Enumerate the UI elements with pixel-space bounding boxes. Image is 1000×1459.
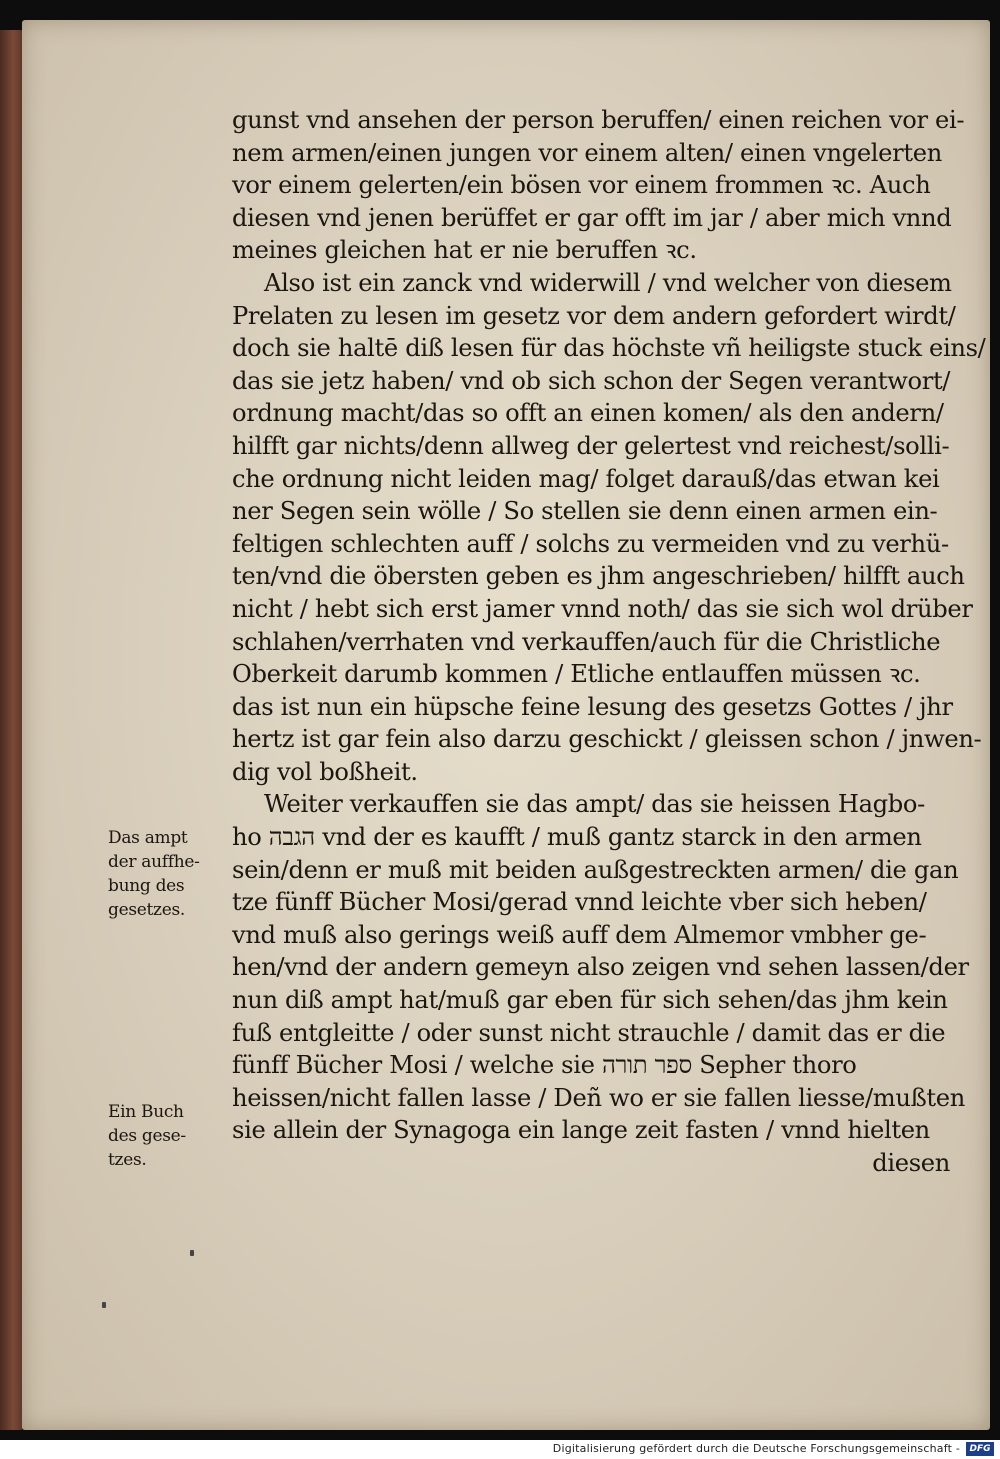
- text-line: ordnung macht/das so offt an einen komen/ als den andern/: [232, 399, 944, 428]
- text-line: ner Segen sein wölle / So stellen sie denn einen armen ein-: [232, 497, 938, 526]
- text-line: heissen/nicht fallen lasse / Deñ wo er sie fallen liesse/mußten: [232, 1083, 965, 1112]
- text-line: hilfft gar nichts/denn allweg der gelertest vnd reichest/solli-: [232, 431, 950, 460]
- text-line: tze fünff Bücher Mosi/gerad vnnd leichte vber sich heben/: [232, 888, 927, 917]
- text-line: fünff Bücher Mosi / welche sie ספר תורה Sepher thoro: [232, 1051, 857, 1080]
- text-line: feltigen schlechten auff / solchs zu vermeiden vnd zu verhü-: [232, 529, 949, 558]
- text-line: sein/denn er muß mit beiden außgestreckten armen/ die gan: [232, 855, 959, 884]
- text-line: nem armen/einen jungen vor einem alten/ einen vngelerten: [232, 138, 942, 167]
- funding-credit: Digitalisierung gefördert durch die Deutsche Forschungsgemeinschaft -: [552, 1442, 960, 1455]
- marginal-note-buch: [108, 1100, 236, 1172]
- dfg-logo-icon[interactable]: DFG: [966, 1442, 994, 1456]
- text-line: Weiter verkauffen sie das ampt/ das sie heissen Hagbo-: [264, 790, 925, 819]
- ink-speck: [190, 1250, 194, 1256]
- text-line: das ist nun ein hüpsche feine lesung des gesetzs Gottes / jhr: [232, 692, 953, 721]
- note-line: bung des: [108, 876, 185, 896]
- text-line: diesen vnd jenen berüffet er gar offt im jar / aber mich vnnd: [232, 203, 952, 232]
- note-line: Das ampt: [108, 828, 188, 848]
- book-cover-edge: [0, 30, 24, 1430]
- text-line: fuß entgleitte / oder sunst nicht strauchle / damit das er die: [232, 1018, 946, 1047]
- main-text: [232, 104, 986, 1180]
- ink-speck: [102, 1302, 106, 1308]
- note-line: gesetzes.: [108, 900, 186, 920]
- text-line: Also ist ein zanck vnd widerwill / vnd welcher von diesem: [264, 268, 952, 297]
- text-line: vor einem gelerten/ein bösen vor einem frommen ꝛc. Auch: [232, 171, 931, 200]
- note-line: tzes.: [108, 1150, 147, 1170]
- text-line: che ordnung nicht leiden mag/ folget darauß/das etwan kei: [232, 464, 940, 493]
- text-line: ho הגבה vnd der es kaufft / muß gantz starck in den armen: [232, 823, 922, 852]
- text-line: Prelaten zu lesen im gesetz vor dem andern gefordert wirdt/: [232, 301, 956, 330]
- text-line: vnd muß also gerings weiß auff dem Almemor vmbher ge-: [232, 920, 927, 949]
- marginal-note-ampt: [108, 826, 236, 922]
- note-line: des gese-: [108, 1126, 186, 1146]
- note-line: Ein Buch: [108, 1102, 184, 1122]
- text-line: ten/vnd die öbersten geben es jhm angeschrieben/ hilfft auch: [232, 562, 965, 591]
- text-line: gunst vnd ansehen der person beruffen/ einen reichen vor ei-: [232, 106, 965, 134]
- text-line: das sie jetz haben/ vnd ob sich schon der Segen verantwort/: [232, 366, 951, 395]
- text-line: Oberkeit darumb kommen / Etliche entlauffen müssen ꝛc.: [232, 660, 921, 689]
- text-line: nicht / hebt sich erst jamer vnnd noth/ das sie sich wol drüber: [232, 594, 973, 623]
- text-line: doch sie haltē diß lesen für das höchste vñ heiligste stuck eins/: [232, 334, 986, 363]
- text-line: nun diß ampt hat/muß gar eben für sich sehen/das jhm kein: [232, 986, 948, 1015]
- text-line: schlahen/verrhaten vnd verkauffen/auch für die Christliche: [232, 627, 941, 656]
- footer-bar: [0, 1440, 1000, 1459]
- text-line: dig vol boßheit.: [232, 757, 418, 786]
- text-line: hertz ist gar fein also darzu geschickt / gleissen schon / jnwen-: [232, 725, 982, 754]
- catchword: diesen: [872, 1149, 950, 1177]
- text-line: sie allein der Synagoga ein lange zeit fasten / vnnd hielten: [232, 1116, 930, 1145]
- text-line: hen/vnd der andern gemeyn also zeigen vnd sehen lassen/der: [232, 953, 969, 982]
- note-line: der auffhe-: [108, 852, 200, 872]
- text-line: meines gleichen hat er nie beruffen ꝛc.: [232, 236, 697, 265]
